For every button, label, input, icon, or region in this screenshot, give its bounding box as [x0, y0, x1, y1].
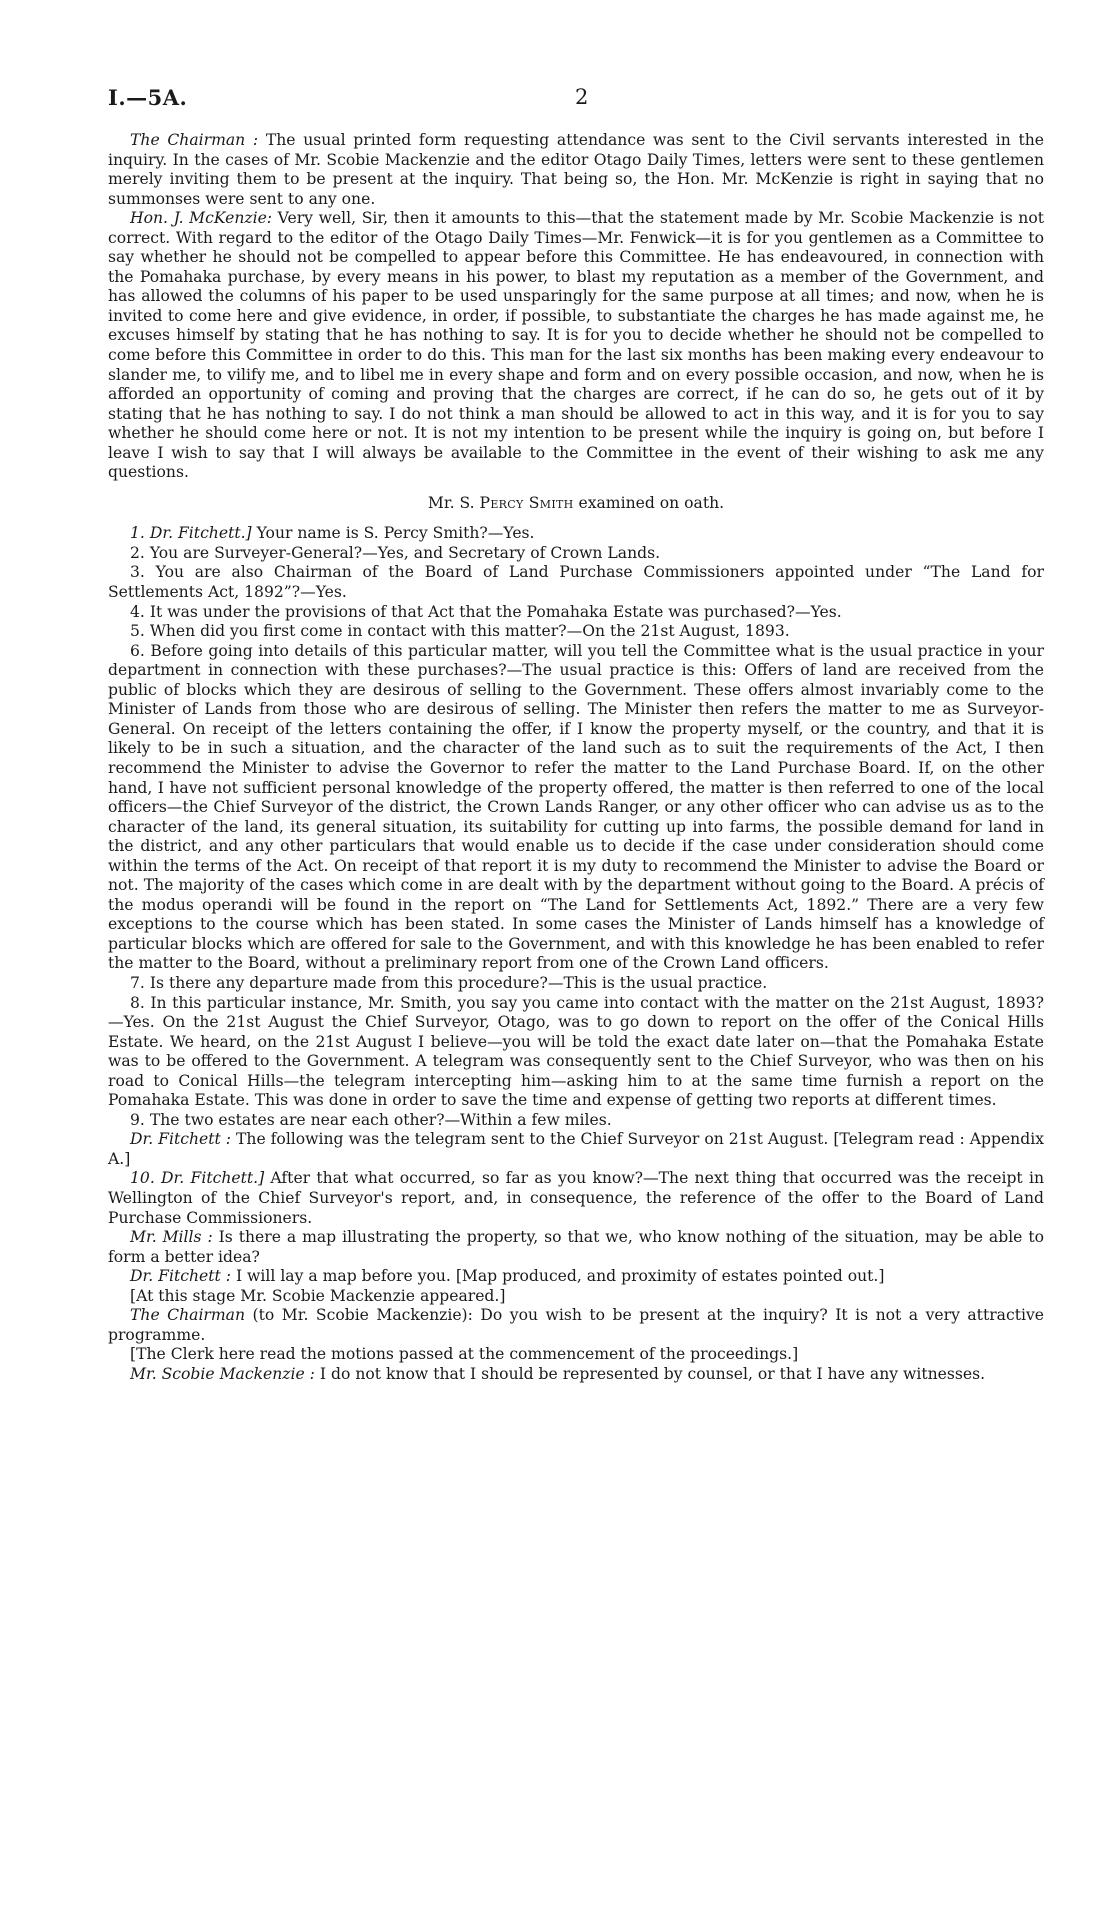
- testimony-item: [108, 974, 1044, 994]
- testimony-item: [108, 524, 1044, 544]
- testimony-item: [108, 1306, 1044, 1345]
- paragraph: [108, 131, 1044, 209]
- speaker-label: Mr. Scobie Mackenzie :: [130, 1364, 315, 1383]
- testimony-text: I do not know that I should be represented by counsel, or that I have any witnesses.: [314, 1364, 986, 1383]
- testimony-item: [108, 1130, 1044, 1169]
- testimony-text: Is there a map illustrating the property, so that we, who know nothing of the situation, may be able to form a better idea?: [108, 1228, 1044, 1266]
- page-number: 2: [575, 85, 589, 109]
- page-header: [108, 85, 1044, 131]
- witness-heading: [108, 494, 1044, 514]
- testimony-text: 9. The two estates are near each other?—Within a few miles.: [130, 1110, 612, 1129]
- speaker-label: Dr. Fitchett :: [130, 1130, 232, 1149]
- testimony-text: The following was the telegram sent to the Chief Surveyor on 21st August. [Telegram read : Appendix A.]: [108, 1130, 1044, 1168]
- heading-prefix: Mr. S.: [427, 493, 480, 512]
- witness-name: Percy Smith: [479, 493, 574, 512]
- testimony-item: [108, 1111, 1044, 1131]
- paragraph-text: Very well, Sir, then it amounts to this—that the statement made by Mr. Scobie Mackenzie is not correct. With regard to the editor of the Otago Daily Times—Mr. Fenwick—it is for you gentlemen as a Committee to say whether he should not be compelled to appear before this Committee. He has endeavoured, in connection with the Pomahaka purchase, by every means in his power, to blast my reputation as a member of the Government, and has allowed the columns of his paper to be used unsparingly for the same purpose at all times; and now, when he is invited to come here and give evidence, in order, if possible, to substantiate the charges he has made against me, he excuses himself by stating that he has nothing to say. It is for you to decide whether he should not be compelled to come before this Committee in order to do this. This man for the last six months has been making every endeavour to slander me, to vilify me, and to libel me in every shape and form and on every possible occasion, and now, when he is afforded an opportunity of coming and proving that the charges are correct, if he can do so, he gets out of it by stating that he has nothing to say. I do not think a man should be allowed to act in this way, and it is for you to say whether he should come here or not. It is not my intention to be present while the inquiry is going on, but before I leave I wish to say that I will always be available to the Committee in the event of their wishing to ask me any questions.: [108, 209, 1044, 482]
- testimony-item: [108, 1345, 1044, 1365]
- testimony-item: [108, 1267, 1044, 1287]
- paragraph: [108, 209, 1044, 483]
- paragraph-text: The usual printed form requesting attendance was sent to the Civil servants interested in the inquiry. In the cases of Mr. Scobie Mackenzie and the editor Otago Daily Times, letters were sent to these gentlemen merely inviting them to be present at the inquiry. That being so, the Hon. Mr. McKenzie is right in saying that no summonses were sent to any one.: [108, 131, 1044, 208]
- document-reference: I.—5A.: [108, 85, 188, 110]
- testimony-text: After that what occurred, so far as you know?—The next thing that occurred was the receipt in Wellington of the Chief Surveyor's report, and, in consequence, the reference of the offer to the Board of Land Purchase Commissioners.: [108, 1169, 1044, 1227]
- testimony-text: 7. Is there any departure made from this procedure?—This is the usual practice.: [130, 973, 768, 992]
- speaker-label: The Chairman: [130, 1306, 246, 1325]
- testimony-item: [108, 1169, 1044, 1228]
- testimony-item: [108, 994, 1044, 1111]
- testimony-text: I will lay a map before you. [Map produced, and proximity of estates pointed out.]: [230, 1267, 885, 1286]
- heading-suffix: examined on oath.: [573, 493, 725, 512]
- testimony-item: [108, 642, 1044, 974]
- testimony-text: 5. When did you first come in contact with this matter?—On the 21st August, 1893.: [130, 622, 790, 641]
- speaker-label: 1. Dr. Fitchett.]: [130, 524, 252, 543]
- speaker-label: Hon. J. McKenzie:: [130, 209, 273, 228]
- testimony-text: Your name is S. Percy Smith?—Yes.: [251, 524, 535, 543]
- testimony-text: 2. You are Surveyer-General?—Yes, and Secretary of Crown Lands.: [130, 543, 661, 562]
- testimony-item: [108, 603, 1044, 623]
- testimony-item: [108, 1365, 1044, 1385]
- speaker-label: Dr. Fitchett :: [130, 1267, 231, 1286]
- testimony-text: 6. Before going into details of this particular matter, will you tell the Committee what is the usual practice in your department in connection with these purchases?—The usual practice is this: Offers of land are received from the public of blocks which they are desirous of selling to the Government. These offers almost invariably come to the Minister of Lands from those who are desirous of selling. The Minister then refers the matter to me as Surveyor-General. On receipt of the letters containing the offer, if I know the property myself, or the country, and that it is likely to be in such a situation, and the character of the land such as to suit the requirements of the Act, I then recommend the Minister to advise the Governor to refer the matter to the Land Purchase Board. If, on the other hand, I have not sufficient personal knowledge of the property offered, the matter is then referred to one of the local officers—the Chief Surveyor of the district, the Crown Lands Ranger, or any other officer who can advise us as to the character of the land, its general situation, its suitability for cutting up into farms, the possible demand for land in the district, and any other particulars that would enable us to decide if the case under consideration should come within the terms of the Act. On receipt of that report it is my duty to recommend the Minister to advise the Board or not. The majority of the cases which come in are dealt with by the department without going to the Board. A précis of the modus operandi will be found in the report on “The Land for Settlements Act, 1892.” There are a very few exceptions to the course which has been stated. In some cases the Minister of Lands himself has a knowledge of particular blocks which are offered for sale to the Government, and with this knowledge he has been enabled to refer the matter to the Board, without a preliminary report from one of the Crown Land officers.: [108, 641, 1044, 973]
- testimony-text: [At this stage Mr. Scobie Mackenzie appeared.]: [130, 1286, 506, 1305]
- testimony-item: [108, 622, 1044, 642]
- speaker-label: The Chairman :: [130, 131, 259, 149]
- testimony-text: (to Mr. Scobie Mackenzie): Do you wish to be present at the inquiry? It is not a very attractive programme.: [108, 1306, 1044, 1344]
- testimony-item: [108, 544, 1044, 564]
- testimony-text: [The Clerk here read the motions passed at the commencement of the proceedings.]: [130, 1345, 799, 1364]
- speaker-label: 10. Dr. Fitchett.]: [130, 1169, 265, 1188]
- speaker-label: Mr. Mills :: [130, 1228, 213, 1247]
- testimony-text: 3. You are also Chairman of the Board of Land Purchase Commissioners appointed under “The Land for Settlements Act, 1892”?—Yes.: [108, 563, 1044, 602]
- testimony-text: 8. In this particular instance, Mr. Smith, you say you came into contact with the matter on the 21st August, 1893?—Yes. On the 21st August the Chief Surveyor, Otago, was to go down to report on the offer of the Conical Hills Estate. We heard, on the 21st August I believe—you will be told the exact date later on—that the Pomahaka Estate was to be offered to the Government. A telegram was consequently sent to the Chief Surveyor, who was then on his road to Conical Hills—the telegram intercepting him—asking him to at the same time furnish a report on the Pomahaka Estate. This was done in order to save the time and expense of getting two reports at different times.: [108, 993, 1044, 1110]
- document-body: [108, 131, 1044, 1384]
- testimony-item: [108, 1228, 1044, 1267]
- testimony-item: [108, 1287, 1044, 1307]
- testimony-item: [108, 563, 1044, 602]
- testimony-text: 4. It was under the provisions of that Act that the Pomahaka Estate was purchased?—Yes.: [130, 602, 842, 621]
